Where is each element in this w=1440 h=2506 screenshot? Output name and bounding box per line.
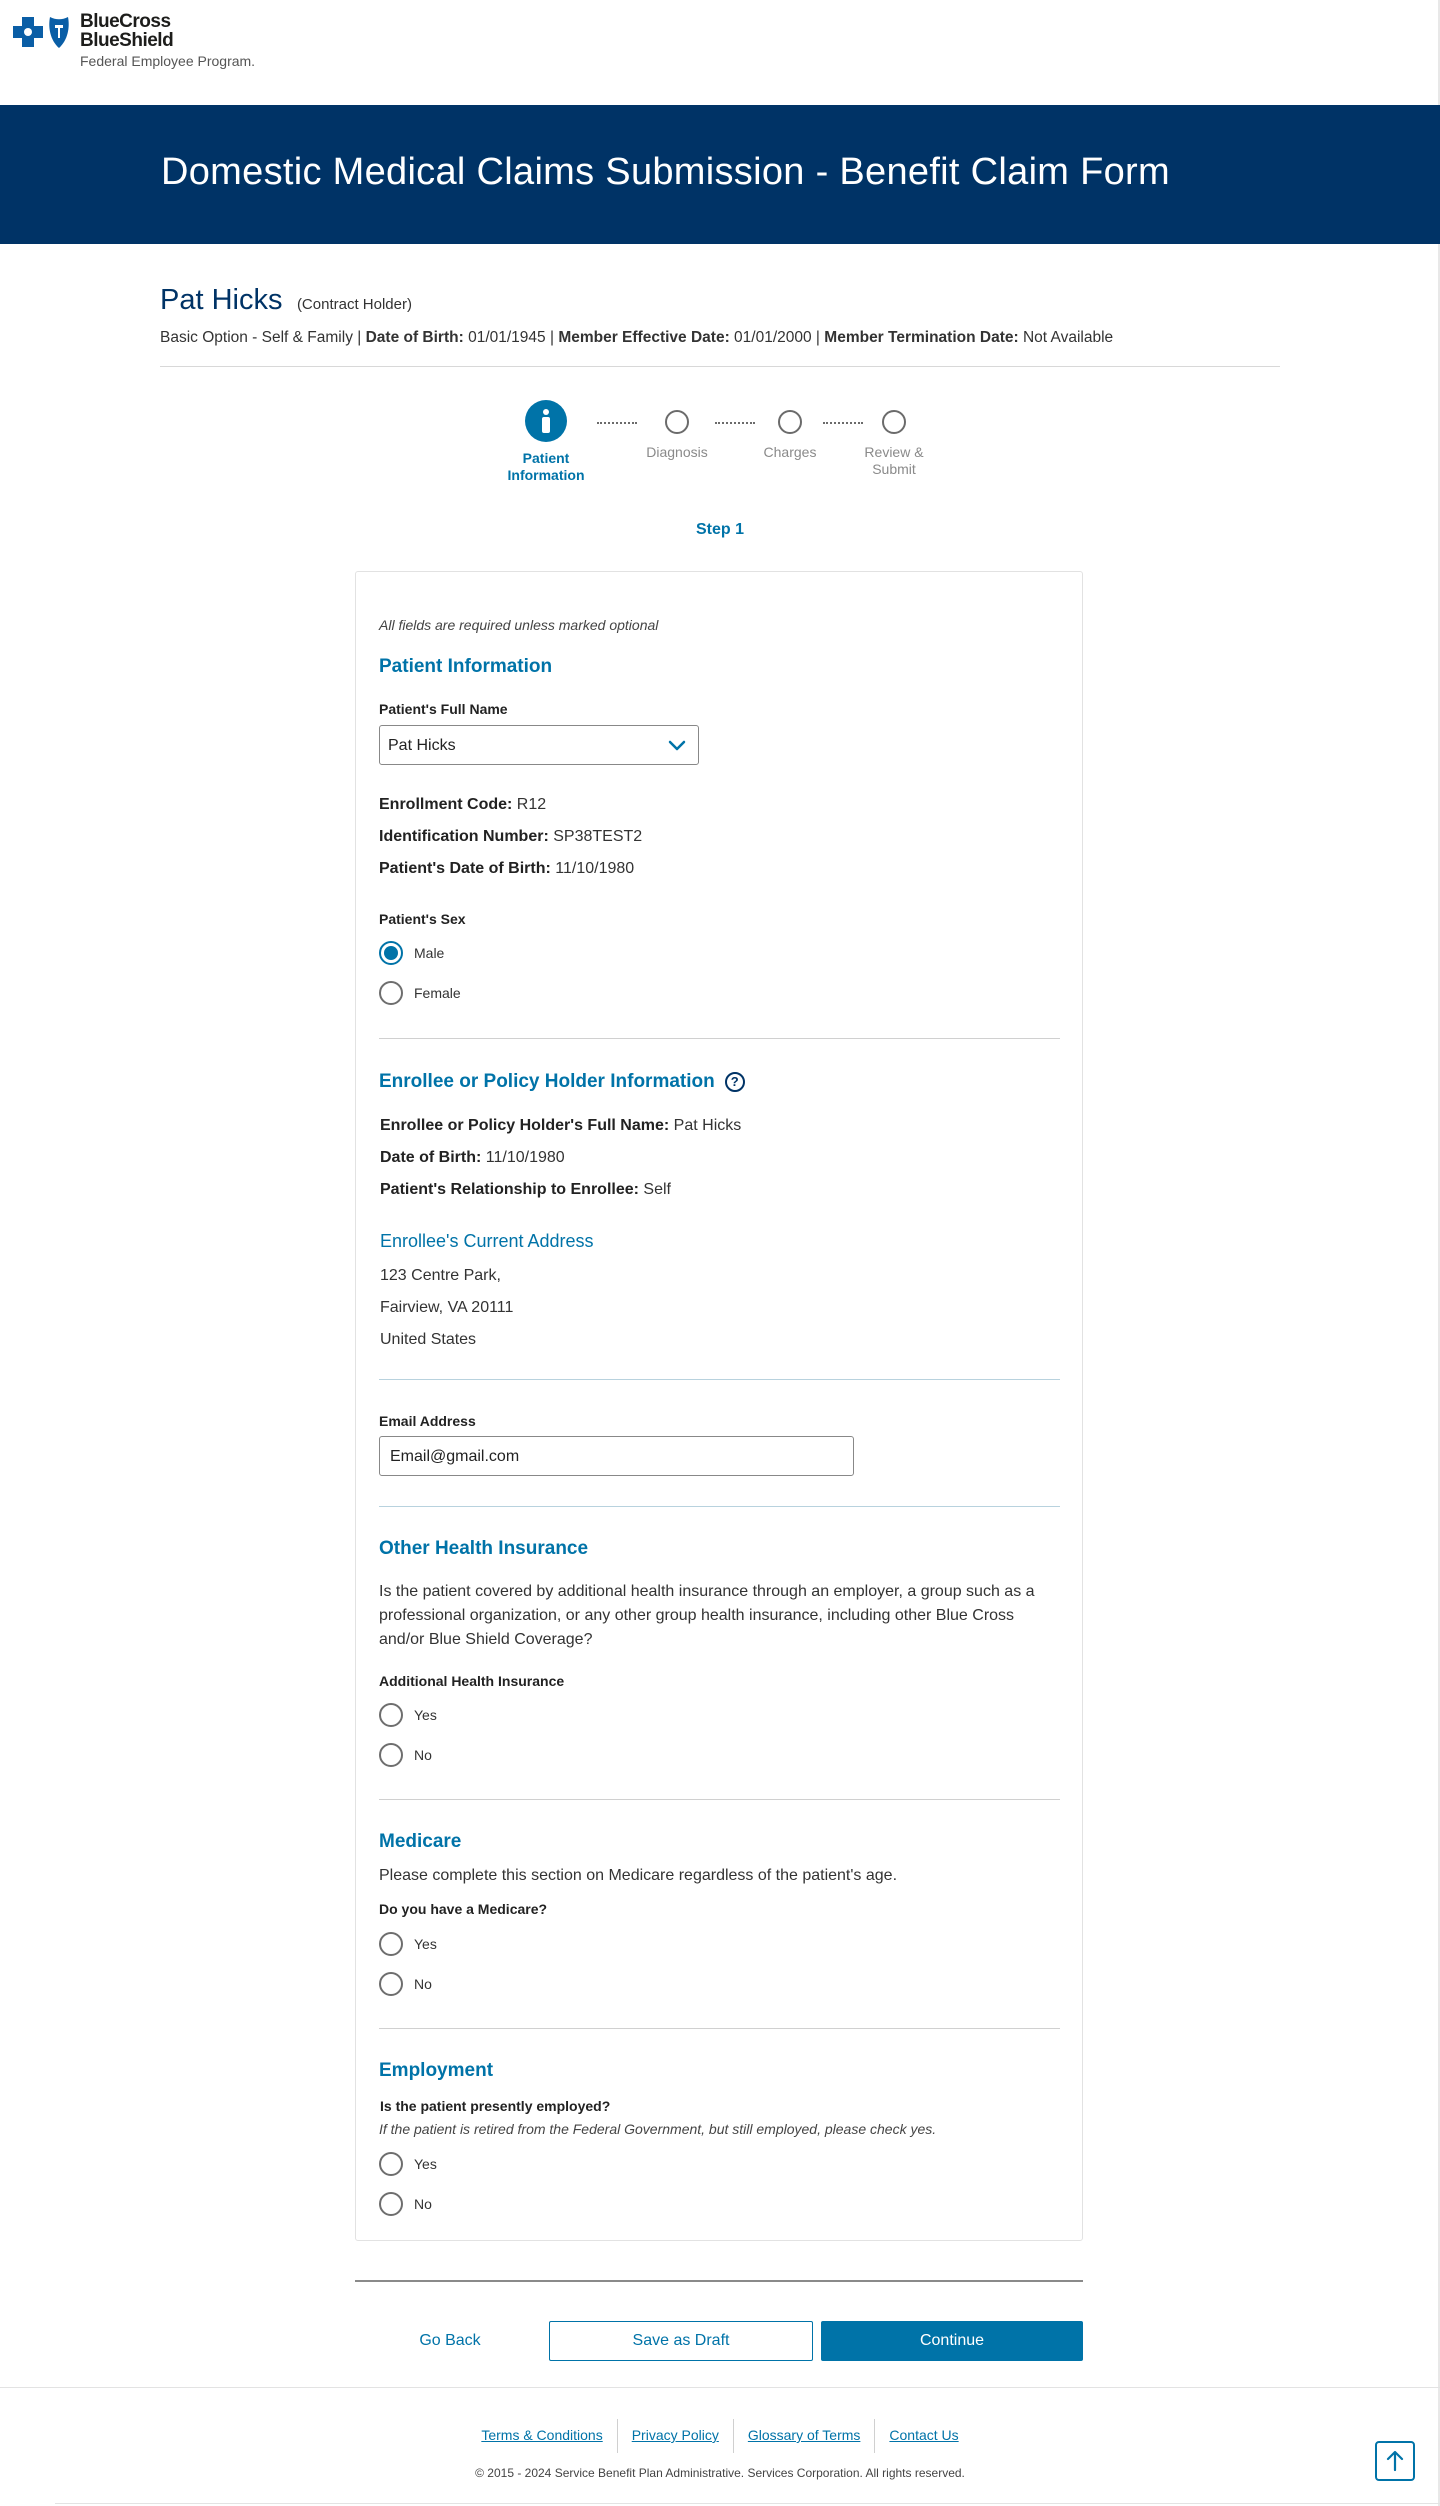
relationship-label: Patient's Relationship to Enrollee: bbox=[380, 1181, 639, 1198]
patient-information-heading: Patient Information bbox=[379, 656, 553, 677]
radio-male[interactable] bbox=[379, 941, 403, 965]
email-label: Email Address bbox=[379, 1413, 476, 1429]
step-diagnosis[interactable] bbox=[627, 400, 727, 461]
enrollee-name-row bbox=[380, 1117, 741, 1135]
step-label: Patient Information bbox=[507, 450, 585, 483]
additional-insurance-no[interactable] bbox=[379, 1743, 579, 1769]
address-line-2: Fairview, VA 20111 bbox=[380, 1299, 514, 1316]
radio-label: Yes bbox=[414, 2156, 437, 2172]
patient-sex-label: Patient's Sex bbox=[379, 911, 466, 927]
other-insurance-question: Is the patient covered by additional health insurance through an employer, a group such as a professional organization, or any other group health insurance, including other Blue Cross and/or Blue Shield Coverage? bbox=[379, 1583, 1035, 1648]
enrollee-information-heading bbox=[379, 1071, 745, 1093]
logo-blueshield-text: BlueShield bbox=[80, 30, 174, 51]
member-dob: 01/01/1945 | bbox=[468, 329, 554, 346]
patient-name-selected: Pat Hicks bbox=[388, 737, 456, 754]
bluecross-cross-icon bbox=[12, 14, 74, 54]
address-line-1: 123 Centre Park, bbox=[380, 1267, 501, 1284]
employment-yes[interactable] bbox=[379, 2152, 579, 2178]
bcbs-logo[interactable] bbox=[12, 10, 272, 70]
member-role: (Contract Holder) bbox=[296, 296, 412, 313]
enrollee-dob-row bbox=[380, 1149, 565, 1167]
employment-no[interactable] bbox=[379, 2192, 579, 2218]
radio-label: No bbox=[414, 1747, 432, 1763]
glossary-link[interactable]: Glossary of Terms bbox=[747, 2427, 861, 2443]
patient-full-name-label: Patient's Full Name bbox=[379, 701, 508, 717]
medicare-question-label: Do you have a Medicare? bbox=[379, 1901, 548, 1917]
medicare-no[interactable] bbox=[379, 1972, 579, 1998]
medicare-heading: Medicare bbox=[379, 1831, 462, 1852]
progress-stepper bbox=[490, 400, 950, 500]
copyright: © 2015 - 2024 Service Benefit Plan Administrative. Services Corporation. All rights reserved. bbox=[475, 2466, 965, 2480]
email-value: Email@gmail.com bbox=[390, 1448, 520, 1465]
step-label: Charges bbox=[763, 444, 817, 460]
employment-question-label: Is the patient presently employed? bbox=[380, 2098, 611, 2114]
arrow-up-icon bbox=[1377, 2443, 1413, 2479]
relationship-value: Self bbox=[643, 1181, 671, 1198]
required-fields-note: All fields are required unless marked optional bbox=[379, 617, 659, 633]
employment-heading: Employment bbox=[379, 2060, 494, 2081]
identification-number-label: Identification Number: bbox=[379, 828, 549, 845]
patient-dob-row bbox=[379, 860, 634, 878]
radio-no[interactable] bbox=[379, 1743, 403, 1767]
step-circle-icon bbox=[778, 410, 802, 434]
enrollment-code-label: Enrollment Code: bbox=[379, 796, 513, 813]
page-title: Domestic Medical Claims Submission - Benefit Claim Form bbox=[161, 151, 1170, 193]
sex-female-option[interactable] bbox=[379, 981, 579, 1007]
page-banner bbox=[0, 105, 1440, 244]
radio-yes[interactable] bbox=[379, 1932, 403, 1956]
site-header bbox=[0, 0, 1440, 105]
member-summary bbox=[160, 284, 1280, 347]
member-effective: 01/01/2000 | bbox=[734, 329, 820, 346]
contact-link[interactable]: Contact Us bbox=[889, 2427, 959, 2443]
logo-program-text: Federal Employee Program. bbox=[80, 53, 256, 69]
radio-label: Yes bbox=[414, 1707, 437, 1723]
sex-male-option[interactable] bbox=[379, 941, 579, 967]
terms-link[interactable]: Terms & Conditions bbox=[481, 2427, 603, 2443]
radio-no[interactable] bbox=[379, 2192, 403, 2216]
additional-insurance-label: Additional Health Insurance bbox=[379, 1673, 565, 1689]
section-divider bbox=[379, 1799, 1060, 1800]
section-divider bbox=[379, 1379, 1060, 1380]
radio-label: No bbox=[414, 1976, 432, 1992]
medicare-yes[interactable] bbox=[379, 1932, 579, 1958]
step-circle-icon bbox=[882, 410, 906, 434]
step-label: Diagnosis bbox=[646, 444, 708, 460]
additional-insurance-yes[interactable] bbox=[379, 1703, 579, 1729]
identification-number-value: SP38TEST2 bbox=[553, 828, 643, 845]
chevron-down-icon bbox=[668, 737, 686, 755]
member-name: Pat Hicks bbox=[160, 284, 283, 316]
patient-name-select[interactable] bbox=[379, 725, 699, 765]
identification-number-row bbox=[379, 828, 642, 846]
footer-links bbox=[0, 2419, 1440, 2453]
radio-female[interactable] bbox=[379, 981, 403, 1005]
enrollee-dob-value: 11/10/1980 bbox=[485, 1149, 565, 1166]
member-plan: Basic Option - Self & Family | bbox=[160, 329, 362, 346]
enrollee-name-label: Enrollee or Policy Holder's Full Name: bbox=[380, 1117, 670, 1134]
go-back-button[interactable]: Go Back bbox=[419, 2332, 481, 2349]
radio-label: Female bbox=[414, 985, 461, 1001]
radio-label: Male bbox=[414, 945, 445, 961]
medicare-description: Please complete this section on Medicare regardless of the patient's age. bbox=[379, 1867, 898, 1884]
patient-dob-value: 11/10/1980 bbox=[555, 860, 635, 877]
current-step-title: Step 1 bbox=[695, 521, 744, 538]
step-circle-icon bbox=[665, 410, 689, 434]
radio-no[interactable] bbox=[379, 1972, 403, 1996]
step-label: Review & Submit bbox=[864, 444, 924, 477]
action-divider bbox=[355, 2280, 1083, 2282]
patient-dob-label: Patient's Date of Birth: bbox=[379, 860, 551, 877]
member-termination-label: Member Termination Date: bbox=[824, 329, 1019, 346]
back-to-top-button[interactable] bbox=[1375, 2441, 1415, 2481]
enrollee-name-value: Pat Hicks bbox=[673, 1117, 742, 1134]
logo-bluecross-text: BlueCross bbox=[80, 11, 171, 32]
help-icon[interactable]: ? bbox=[725, 1072, 745, 1092]
enrollee-address-heading: Enrollee's Current Address bbox=[380, 1231, 594, 1251]
radio-yes[interactable] bbox=[379, 2152, 403, 2176]
enrollment-code-value: R12 bbox=[516, 796, 547, 813]
enrollee-heading-text: Enrollee or Policy Holder Information bbox=[379, 1071, 715, 1092]
footer-bottom-line bbox=[55, 2503, 1440, 2504]
email-input[interactable] bbox=[379, 1436, 854, 1476]
step-review-submit[interactable] bbox=[854, 400, 934, 478]
radio-yes[interactable] bbox=[379, 1703, 403, 1727]
section-divider bbox=[379, 1506, 1060, 1507]
radio-label: Yes bbox=[414, 1936, 437, 1952]
section-divider bbox=[379, 1038, 1060, 1039]
member-details bbox=[160, 329, 1280, 347]
other-health-insurance-heading: Other Health Insurance bbox=[379, 1538, 589, 1559]
continue-button[interactable]: Continue bbox=[821, 2321, 1083, 2361]
step-patient-information[interactable] bbox=[496, 400, 596, 484]
save-draft-button[interactable]: Save as Draft bbox=[549, 2321, 813, 2361]
person-icon bbox=[525, 400, 567, 442]
member-dob-label: Date of Birth: bbox=[365, 329, 464, 346]
address-line-3: United States bbox=[380, 1331, 477, 1348]
employment-hint: If the patient is retired from the Federal Government, but still employed, please check yes. bbox=[379, 2121, 937, 2137]
enrollment-code-row bbox=[379, 796, 546, 814]
radio-label: No bbox=[414, 2196, 432, 2212]
step-charges[interactable] bbox=[740, 400, 840, 461]
privacy-link[interactable]: Privacy Policy bbox=[631, 2427, 719, 2443]
relationship-row bbox=[380, 1181, 671, 1199]
footer-divider bbox=[0, 2387, 1440, 2388]
member-termination: Not Available bbox=[1022, 329, 1114, 346]
enrollee-dob-label: Date of Birth: bbox=[380, 1149, 482, 1166]
section-divider bbox=[379, 2028, 1060, 2029]
member-divider bbox=[160, 366, 1280, 367]
member-effective-label: Member Effective Date: bbox=[558, 329, 730, 346]
